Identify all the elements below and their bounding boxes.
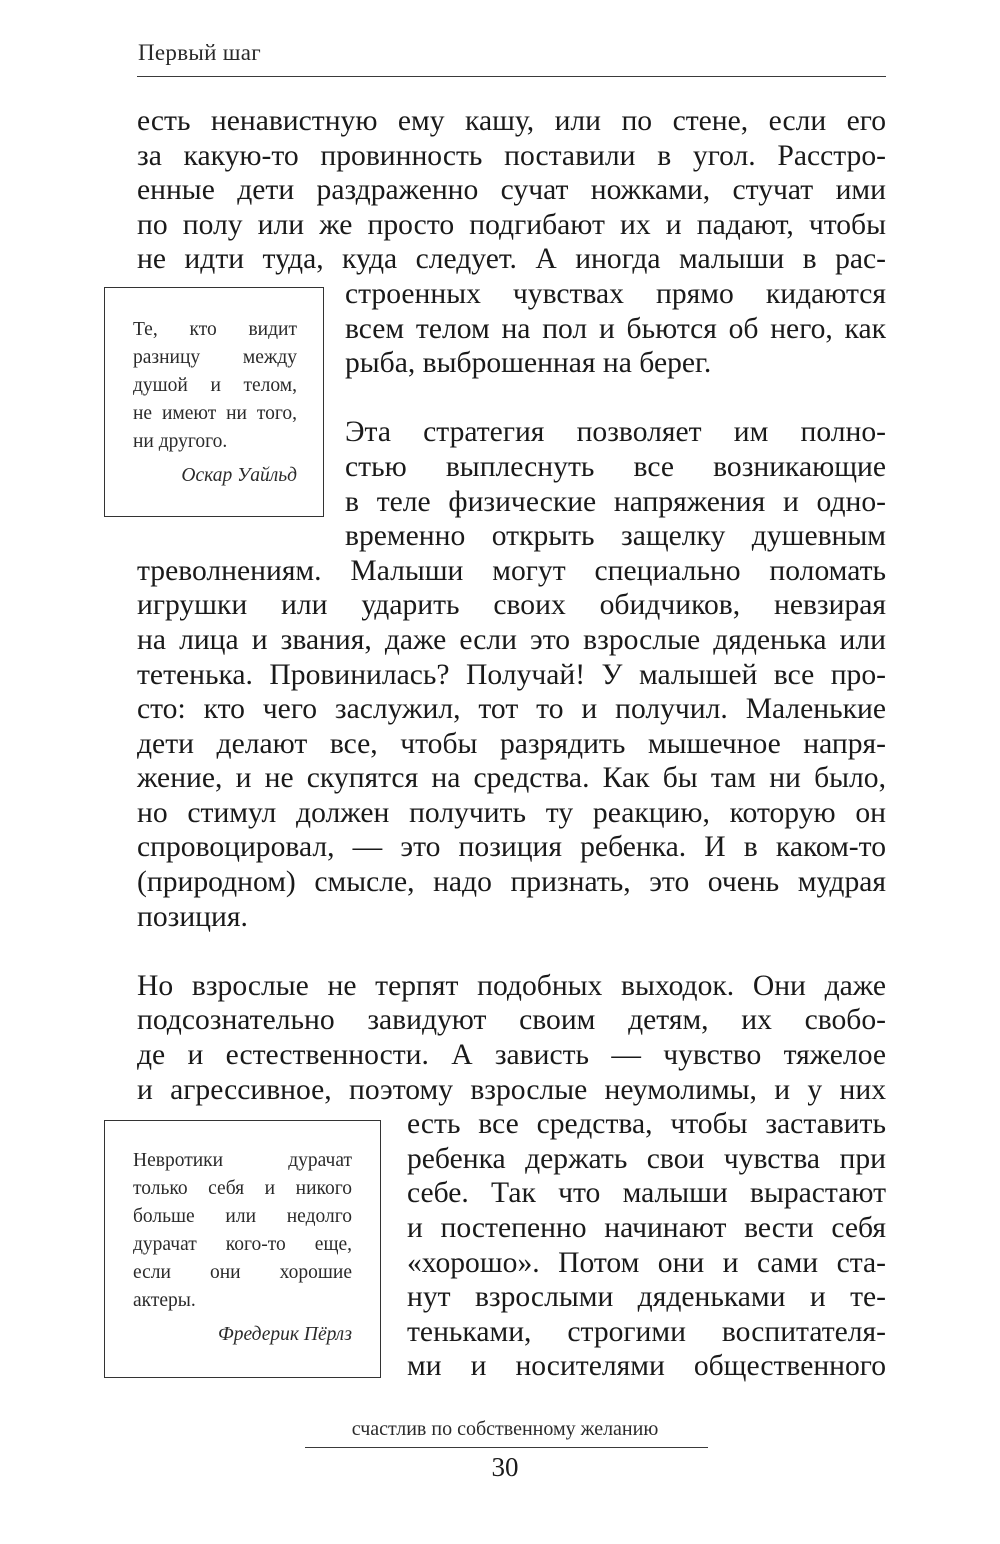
text-line: Но взрослые не терпят подобных выходок. Они даже xyxy=(137,969,886,1002)
text-line: спровоцировал, — это позиция ребенка. И в каком-то xyxy=(137,831,886,864)
text-line: теньками, строгими воспитателя- xyxy=(407,1315,886,1348)
text-line: рыба, выброшенная на берег. xyxy=(345,347,712,380)
quote-line: не имеют ни того, xyxy=(133,403,297,424)
paragraph-gap xyxy=(137,934,886,969)
text-line: ребенка держать свои чувства при xyxy=(407,1142,886,1175)
page-number: 30 xyxy=(491,1452,519,1482)
text-line: стью выплеснуть все возникающие xyxy=(345,450,886,483)
text-line: временно открыть защелку душевным xyxy=(345,520,886,553)
quote-line: дурачат кого-то еще, xyxy=(133,1234,352,1255)
text-line: строенных чувствах прямо кидаются xyxy=(345,277,886,310)
text-line: но стимул должен получить ту реакцию, которую он xyxy=(137,796,886,829)
sidebar-quote-wilde xyxy=(104,287,324,517)
quote-line: если они хорошие xyxy=(133,1262,352,1283)
text-line: тетенька. Провинилась? Получай! У малышей все про- xyxy=(137,658,886,691)
text-line: есть ненавистную ему кашу, или по стене, если его xyxy=(137,105,886,137)
text-line: в теле физические напряжения и одно- xyxy=(345,485,886,518)
text-line: нут взрослыми дяденьками и те- xyxy=(407,1281,886,1314)
quote-author: Оскар Уайльд xyxy=(181,465,297,486)
text-line: по полу или же просто подгибают их и падают, чтобы xyxy=(137,208,886,241)
quote-line: ни другого. xyxy=(133,431,228,452)
quote-text xyxy=(133,316,297,456)
sidebar-quote-perls xyxy=(104,1120,381,1378)
text-line: позиция. xyxy=(137,900,248,933)
text-line: (природном) смысле, надо признать, это очень мудрая xyxy=(137,866,886,899)
quote-line: актеры. xyxy=(133,1290,196,1311)
quote-author: Фредерик Пёрлз xyxy=(218,1324,352,1345)
quote-text xyxy=(133,1147,352,1315)
text-line: де и естественности. А зависть — чувство тяжелое xyxy=(137,1039,886,1072)
text-line: и постепенно начинают вести себя xyxy=(407,1212,886,1244)
text-line: «хорошо». Потом они и сами ста- xyxy=(407,1246,886,1279)
text-line: ми и носителями общественного xyxy=(407,1350,886,1383)
text-line: и агрессивное, поэтому взрослые неумолимы, и у них xyxy=(137,1073,886,1106)
quote-line: душой и телом, xyxy=(133,375,297,396)
text-line: сто: кто чего заслужил, тот то и получил. Маленькие xyxy=(137,693,886,726)
text-line: на лица и звания, даже если это взрослые дяденька или xyxy=(137,623,886,656)
quote-line: Те, кто видит xyxy=(133,319,297,340)
text-line: не идти туда, куда следует. А иногда малыши в рас- xyxy=(137,243,886,276)
text-line: есть все средства, чтобы заставить xyxy=(407,1108,886,1141)
quote-line: разницу между xyxy=(133,347,297,368)
text-line: енные дети раздраженно сучат ножками, стучат ими xyxy=(137,174,886,207)
text-line: за какую-то провинность поставили в угол. Расстро- xyxy=(137,139,886,172)
footer-rule xyxy=(305,1447,708,1448)
text-line: дети делают все, чтобы разрядить мышечное напря- xyxy=(137,727,886,760)
text-line: игрушки или ударить своих обидчиков, невзирая xyxy=(137,589,886,622)
text-line: треволнениям. Малыши могут специально поломать xyxy=(137,554,886,587)
quote-line: Невротики дурачат xyxy=(133,1150,352,1171)
text-line: жение, и не скупятся на средства. Как бы там ни было, xyxy=(137,762,886,795)
text-line: себе. Так что малыши вырастают xyxy=(407,1177,886,1210)
text-line: Эта стратегия позволяет им полно- xyxy=(345,416,886,449)
quote-line: больше или недолго xyxy=(133,1206,352,1227)
running-header: Первый шаг xyxy=(138,40,262,65)
header-rule xyxy=(137,76,886,77)
text-line: всем телом на пол и бьются об него, как xyxy=(345,312,886,345)
quote-line: только себя и никого xyxy=(133,1178,352,1199)
running-footer: счастлив по собственному желанию xyxy=(351,1418,659,1440)
text-line: подсознательно завидуют своим детям, их свобо- xyxy=(137,1004,886,1037)
